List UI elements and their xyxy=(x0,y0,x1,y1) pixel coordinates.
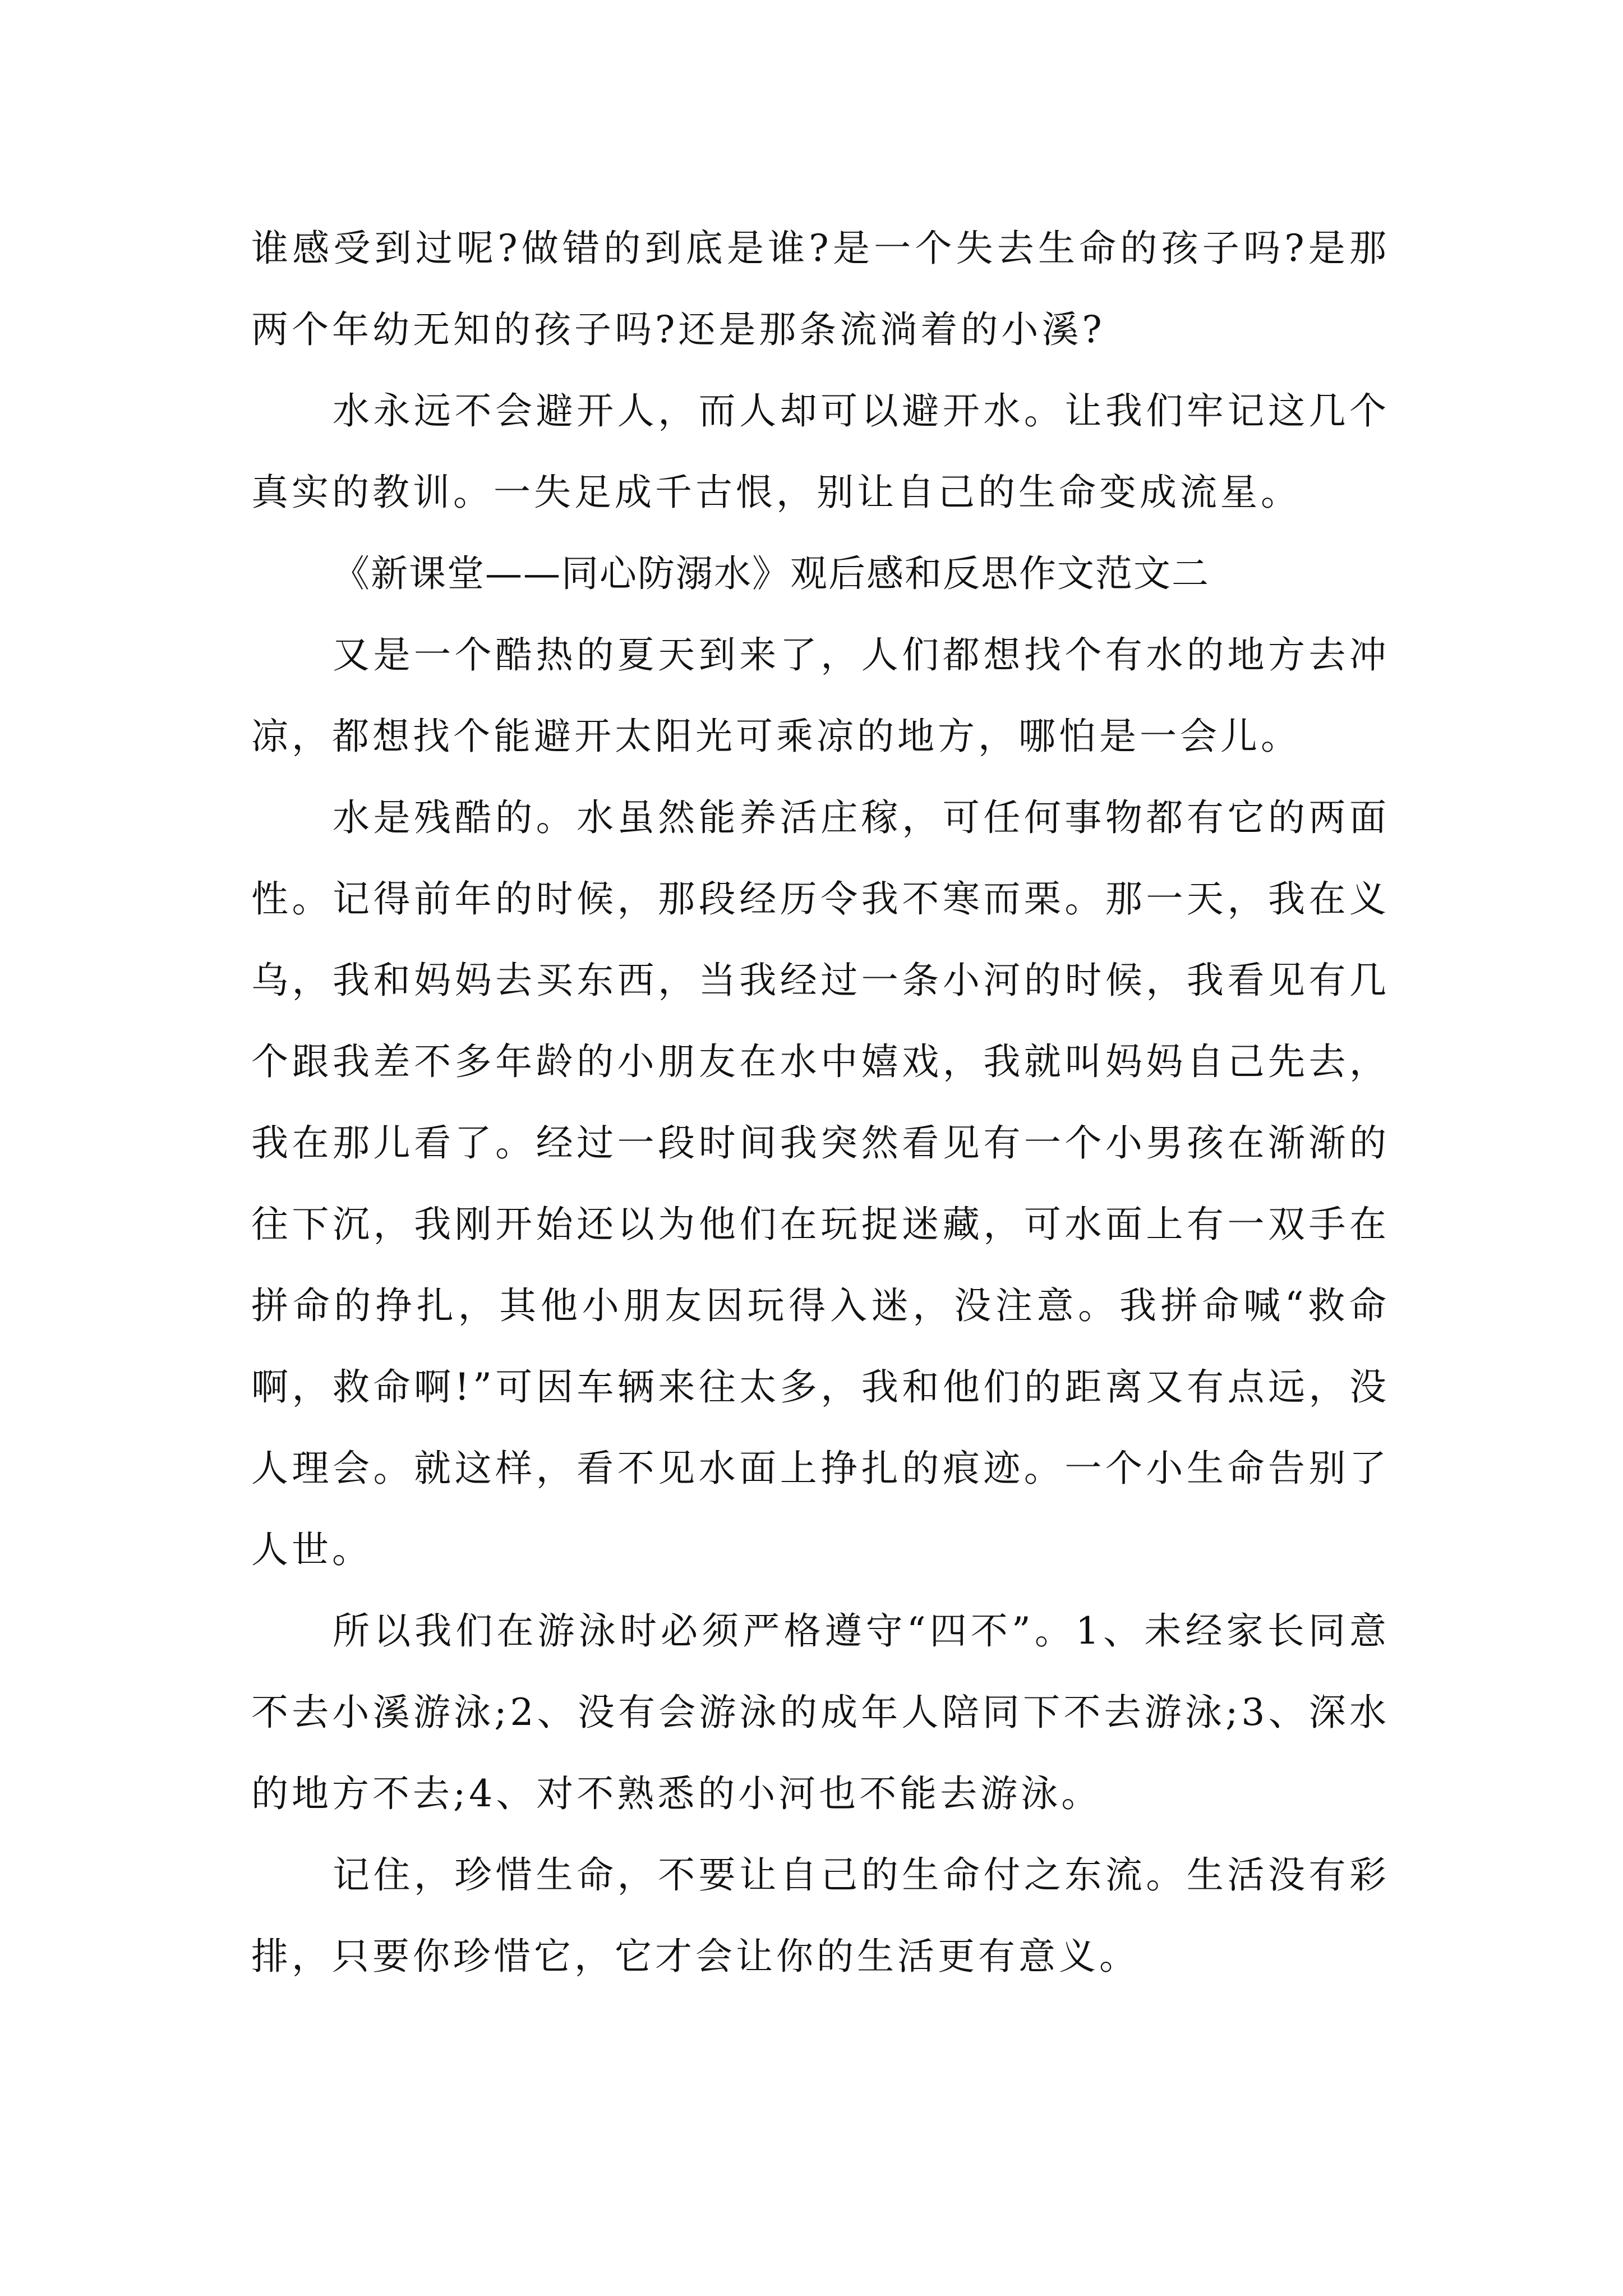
paragraph: 又是一个酷热的夏天到来了，人们都想找个有水的地方去冲凉，都想找个能避开太阳光可乘凉的地方，哪怕是一会儿。 xyxy=(251,633,1390,758)
section-heading: 《新课堂——同心防溺水》观后感和反思作文范文二 xyxy=(333,552,1210,595)
paragraph: 水是残酷的。水虽然能养活庄稼，可任何事物都有它的两面性。记得前年的时候，那段经历令我不寒而栗。那一天，我在义乌，我和妈妈去买东西，当我经过一条小河的时候，我看见有几个跟我差不多年龄的小朋友在水中嬉戏，我就叫妈妈自己先去，我在那儿看了。经过一段时间我突然看见有一个小男孩在渐渐的往下沉，我刚开始还以为他们在玩捉迷藏，可水面上有一双手在拼命的挣扎，其他小朋友因玩得入迷，没注意。我拼命喊“救命啊，救命啊!”可因车辆来往太多，我和他们的距离又有点远，没人理会。就这样，看不见水面上挣扎的痕迹。一个小生命告别了人世。 xyxy=(251,796,1390,1571)
paragraph: 所以我们在游泳时必须严格遵守“四不”。1、未经家长同意不去小溪游泳;2、没有会游泳的成年人陪同下不去游泳;3、深水的地方不去;4、对不熟悉的小河也不能去游泳。 xyxy=(251,1609,1390,1815)
paragraph: 水永远不会避开人，而人却可以避开水。让我们牢记这几个真实的教训。一失足成千古恨，别让自己的生命变成流星。 xyxy=(251,389,1390,514)
document-body xyxy=(251,208,1390,1997)
paragraph-continued: 谁感受到过呢?做错的到底是谁?是一个失去生命的孩子吗?是那两个年幼无知的孩子吗?还是那条流淌着的小溪? xyxy=(251,227,1390,351)
paragraph: 记住，珍惜生命，不要让自己的生命付之东流。生活没有彩排，只要你珍惜它，它才会让你的生活更有意义。 xyxy=(251,1853,1390,1978)
